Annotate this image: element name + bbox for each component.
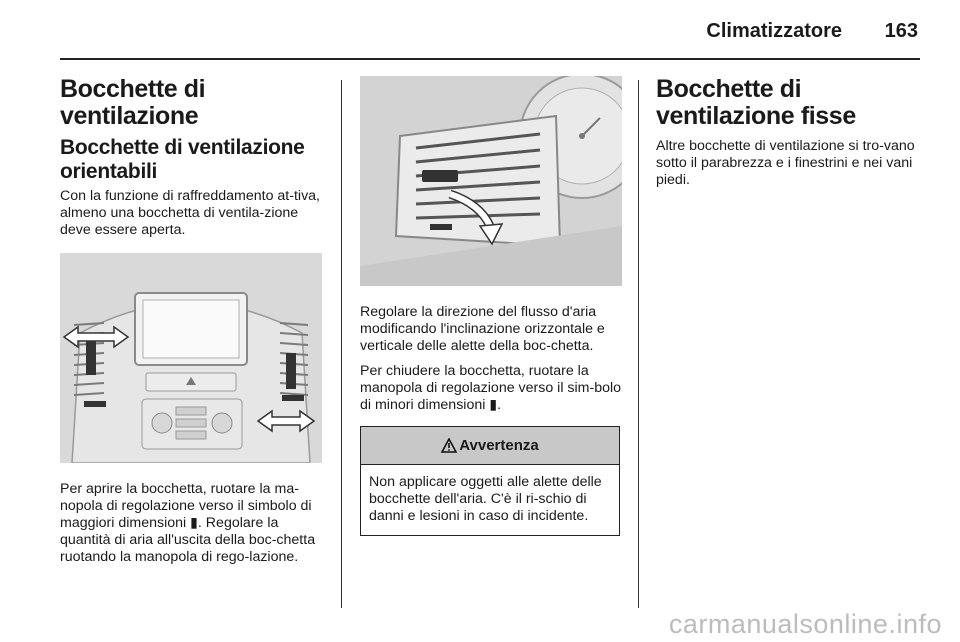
running-header-title: Climatizzatore [706, 20, 842, 42]
column-1 [60, 76, 324, 566]
warning-text: Non applicare oggetti alle alette delle bocchette dell'aria. C'è il ri-schio di danni e lesioni in caso di incidente. [369, 474, 602, 524]
warning-box [360, 426, 620, 536]
column-2 [360, 76, 622, 536]
column-3 [656, 76, 921, 189]
warning-triangle-icon [441, 438, 457, 453]
column-divider-2 [638, 80, 639, 608]
dashboard-vents-illustration [60, 253, 322, 463]
subheading-adjustable-vents: Bocchette di ventilazione orientabili [60, 136, 305, 183]
vent-closeup-illustration [360, 76, 622, 286]
warning-header [361, 427, 619, 465]
header-divider [60, 58, 920, 60]
paragraph-fixed-vents: Altre bocchette di ventilazione si tro-vano sotto il parabrezza e i finestrini e nei vani piedi. [656, 138, 915, 188]
section-heading-fixed-vents: Bocchette di ventilazione fisse [656, 75, 856, 130]
paragraph-close-vent: Per chiudere la bocchetta, ruotare la manopola di regolazione verso il sim-bolo di minori dimensioni ▮. [360, 363, 622, 413]
warning-title: Avvertenza [459, 437, 539, 454]
section-heading-vents: Bocchette di ventilazione [60, 75, 206, 130]
page-number: 163 [884, 20, 918, 42]
paragraph-cooling: Con la funzione di raffreddamento at-tiva, almeno una bocchetta di ventila-zione deve essere aperta. [60, 188, 320, 238]
watermark: carmanualsonline.info [668, 609, 942, 639]
paragraph-airflow-direction: Regolare la direzione del flusso d'aria modificando l'inclinazione orizzontale e verticale delle alette della boc-chetta. [360, 304, 605, 354]
paragraph-open-vent: Per aprire la bocchetta, ruotare la ma-nopola di regolazione verso il simbolo di maggiori dimensioni ▮. Regolare la quantità di aria all'uscita della boc-chetta ruotando la manopola di rego-lazione. [60, 481, 316, 565]
column-divider-1 [341, 80, 342, 608]
